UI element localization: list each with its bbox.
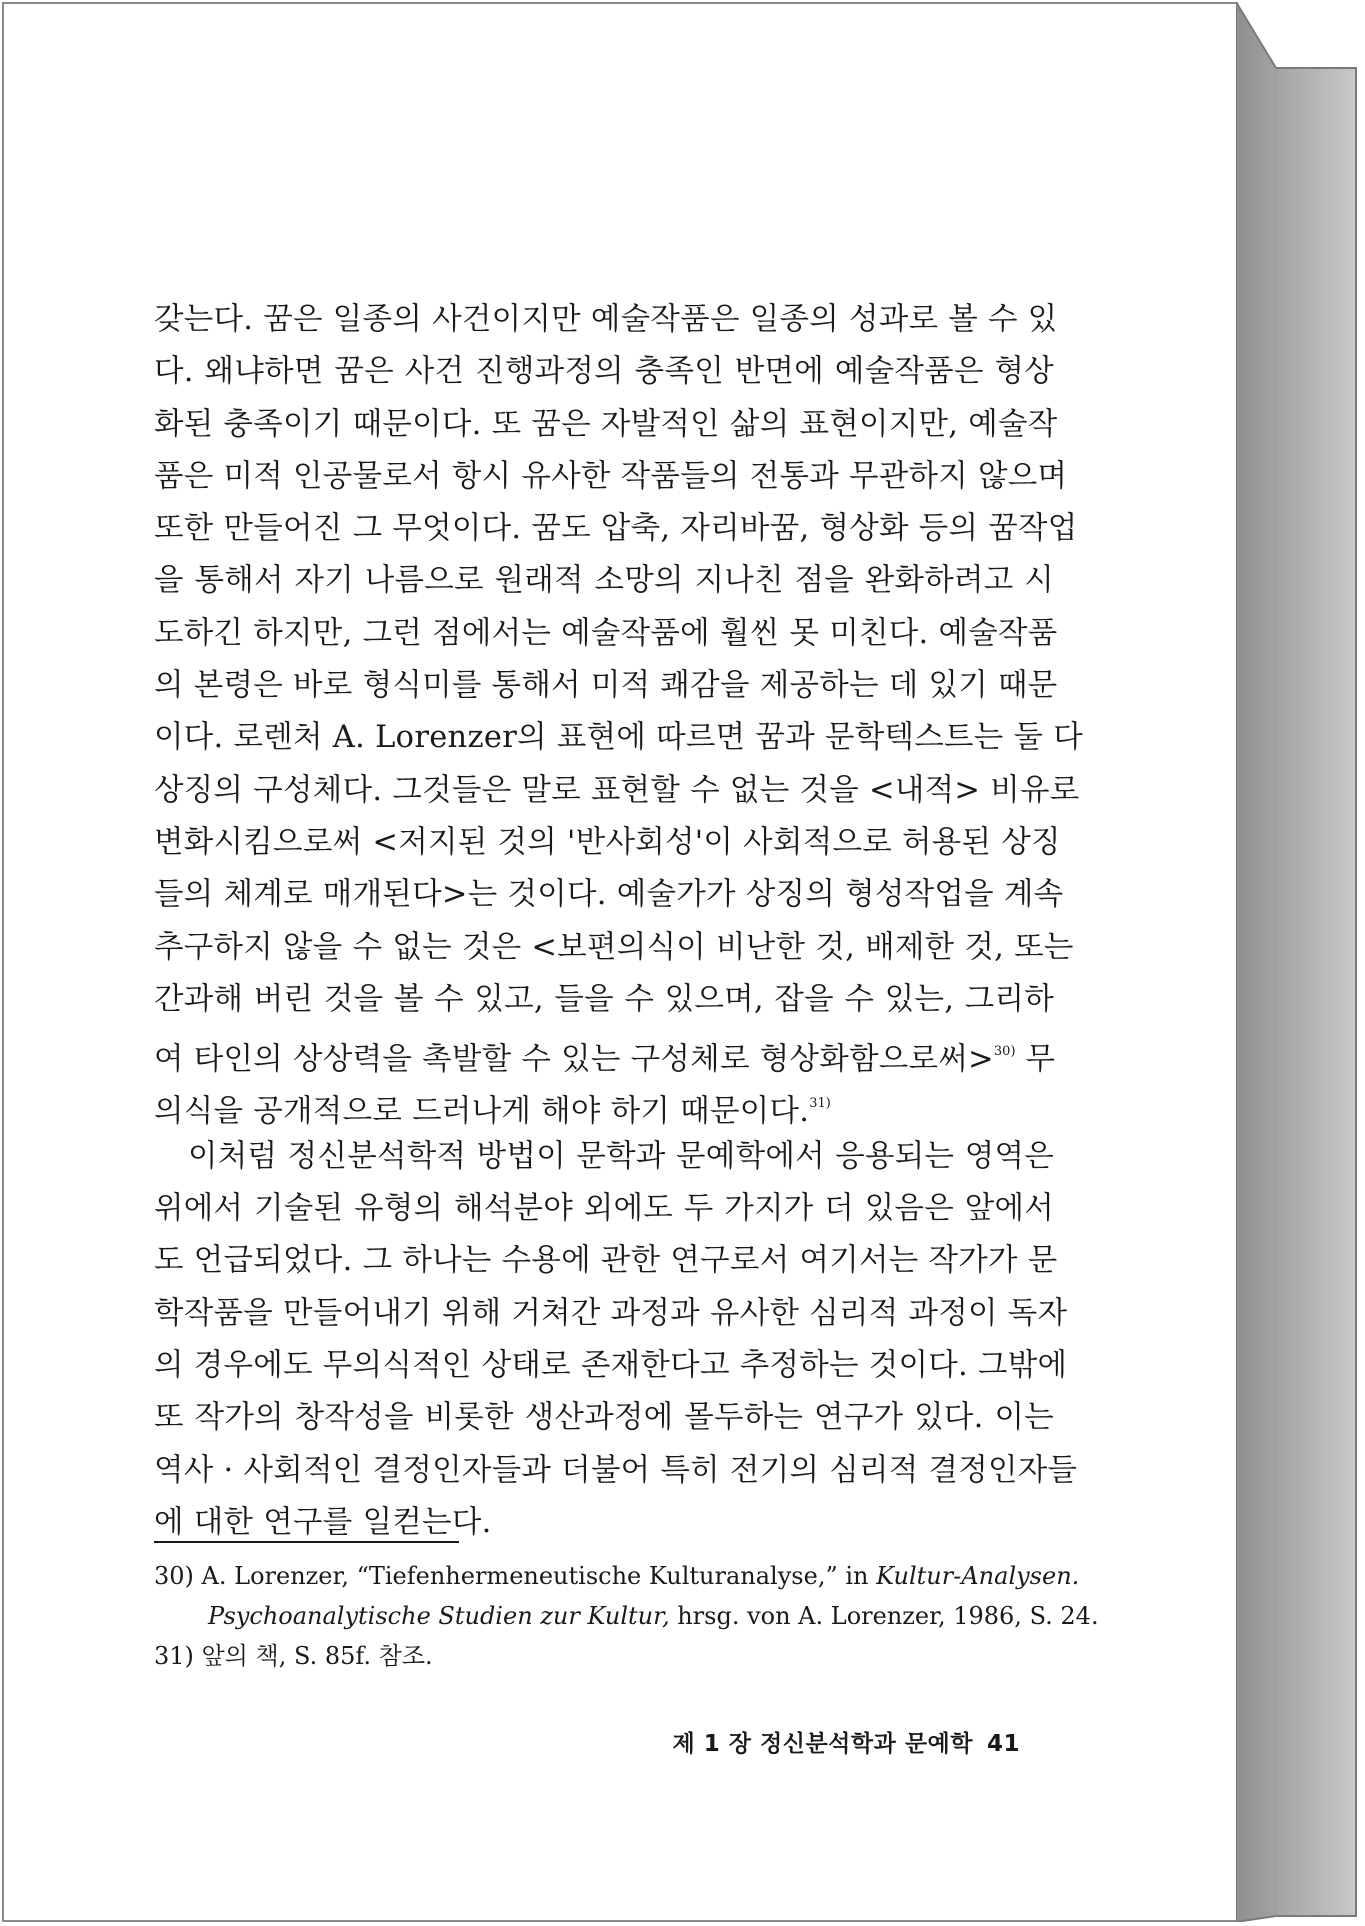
text-line: 화된 충족이기 때문이다. 또 꿈은 자발적인 삶의 표현이지만, 예술작 (154, 406, 1058, 442)
text-line: 갖는다. 꿈은 일종의 사건이지만 예술작품은 일종의 성과로 볼 수 있 (154, 302, 1058, 337)
text-line: 도하긴 하지만, 그런 점에서는 예술작품에 훨씬 못 미친다. 예술작품 (154, 615, 1058, 651)
text-line: 또 작가의 창작성을 비롯한 생산과정에 몰두하는 연구가 있다. 이는 (154, 1400, 1054, 1436)
running-footer (660, 1725, 1020, 1758)
text-line: 도 언급되었다. 그 하나는 수용에 관한 연구로서 여기서는 작가가 문 (154, 1243, 1058, 1279)
text-line: 변화시킴으로써 <저지된 것의 '반사회성'이 사회적으로 허용된 상징 (154, 824, 1061, 860)
footnote-30 (154, 1556, 1080, 1596)
footnote-text: A. Lorenzer, “Tiefenhermeneutische Kulturanalyse,” in (201, 1562, 869, 1590)
text-line: 상징의 구성체다. 그것들은 말로 표현할 수 없는 것을 <내적> 비유로 (154, 772, 1080, 808)
footnote-text: 앞의 책, S. 85f. 참조. (201, 1642, 433, 1670)
text-line: 의 경우에도 무의식적인 상태로 존재한다고 추정하는 것이다. 그밖에 (154, 1347, 1068, 1383)
text-line: 역사 · 사회적인 결정인자들과 더불어 특히 전기의 심리적 결정인자들 (154, 1452, 1078, 1488)
footnote-30-continued (154, 1596, 1099, 1636)
footnote-text: hrsg. von A. Lorenzer, 1986, S. 24. (677, 1602, 1099, 1630)
text-line: 위에서 기술된 유형의 해석분야 외에도 두 가지가 더 있음은 앞에서 (154, 1191, 1054, 1227)
footnote-divider (154, 1541, 459, 1543)
body-text (154, 294, 1084, 1549)
text-line: 들의 체계로 매개된다>는 것이다. 예술가가 상징의 형성작업을 계속 (154, 877, 1064, 913)
text-line: 또한 만들어진 그 무엇이다. 꿈도 압축, 자리바꿈, 형상화 등의 꿈작업 (154, 511, 1078, 547)
text-line: 다. 왜냐하면 꿈은 사건 진행과정의 충족인 반면에 예술작품은 형상 (154, 354, 1054, 390)
footnotes (154, 1556, 1099, 1676)
text-line: 간과해 버린 것을 볼 수 있고, 들을 수 있으며, 잡을 수 있는, 그리하 (154, 981, 1054, 1017)
text-line (154, 1078, 1054, 1130)
text-segment: 의식을 공개적으로 드러나게 해야 하기 때문이다. (154, 1094, 810, 1130)
text-segment: 무 (1025, 1042, 1056, 1078)
text-line: 추구하지 않을 수 없는 것은 <보편의식이 비난한 것, 배제한 것, 또는 (154, 929, 1074, 965)
text-line: 품은 미적 인공물로서 항시 유사한 작품들의 전통과 무관하지 않으며 (154, 458, 1068, 494)
text-line (154, 1026, 1054, 1078)
footnote-marker[interactable]: 30) (993, 1044, 1016, 1060)
text-line: 에 대한 연구를 일컫는다. (154, 1504, 492, 1540)
footnote-31 (154, 1636, 1054, 1676)
text-line: 이다. 로렌처 A. Lorenzer의 표현에 따르면 꿈과 문학텍스트는 둘 다 (154, 720, 1084, 756)
footnote-marker[interactable]: 31) (809, 1096, 831, 1112)
page-number: 41 (986, 1731, 1020, 1757)
footnote-number: 30) (154, 1562, 194, 1590)
chapter-title: 제 1 장 정신분석학과 문예학 (672, 1731, 973, 1757)
paragraph-start-line: 이처럼 정신분석학적 방법이 문학과 문예학에서 응용되는 영역은 (188, 1138, 1054, 1174)
footnote-title: Psychoanalytische Studien zur Kultur, (208, 1602, 670, 1630)
text-line: 의 본령은 바로 형식미를 통해서 미적 쾌감을 제공하는 데 있기 때문 (154, 668, 1058, 704)
book-spine (1236, 2, 1360, 1922)
text-line: 을 통해서 자기 나름으로 원래적 소망의 지나친 점을 완화하려고 시 (154, 563, 1054, 599)
footnote-number: 31) (154, 1642, 194, 1670)
text-line: 학작품을 만들어내기 위해 거쳐간 과정과 유사한 심리적 과정이 독자 (154, 1295, 1068, 1331)
book-page (2, 2, 1238, 1922)
footnote-title: Kultur-Analysen. (876, 1562, 1080, 1590)
text-segment: 여 타인의 상상력을 촉발할 수 있는 구성체로 형상화함으로써> (154, 1042, 994, 1078)
